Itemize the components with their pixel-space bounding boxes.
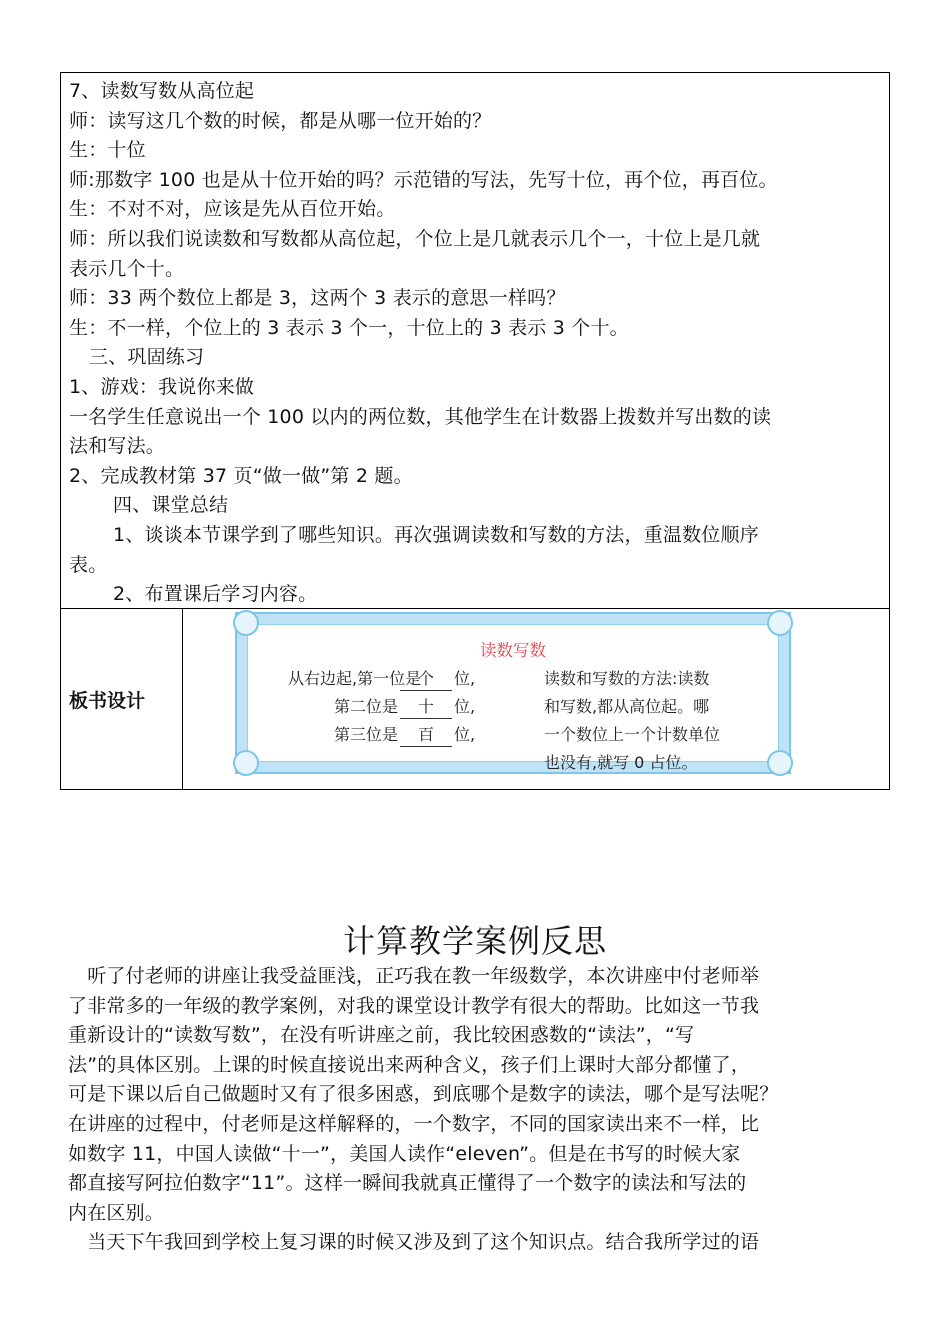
place-value-line: [288, 721, 475, 749]
blackboard-image: [235, 612, 791, 774]
place-value-suffix: 位,: [454, 725, 476, 744]
corner-ornament: [233, 750, 259, 776]
reflection-line: 听了付老师的讲座让我受益匪浅，正巧我在教一年级数学，本次讲座中付老师举: [68, 965, 760, 987]
lesson-line: 2、布置课后学习内容。: [113, 583, 318, 606]
method-line: 和写数,都从高位起。哪: [544, 697, 710, 716]
fill-blank-answer: 个: [400, 668, 452, 691]
method-line: 也没有,就写 0 占位。: [544, 753, 698, 772]
reflection-body: [68, 962, 888, 1258]
fill-blank-answer: 十: [400, 696, 452, 719]
method-line: 读数和写数的方法:读数: [544, 669, 710, 688]
place-value-prefix: 第三位是: [333, 725, 398, 744]
reflection-line: 在讲座的过程中，付老师是这样解释的，一个数字，不同的国家读出来不一样，比: [68, 1112, 760, 1135]
reflection-line: 重新设计的“读数写数”，在没有听讲座之前，我比较困惑数的“读法”，“写: [68, 1024, 695, 1047]
lesson-line: 三、巩固练习: [89, 346, 205, 369]
place-value-lines: [288, 665, 475, 749]
lesson-line: 师：33 两个数位上都是 3，这两个 3 表示的意思一样吗？: [69, 287, 566, 310]
lesson-line: 一名学生任意说出一个 100 以内的两位数，其他学生在计数器上拨数并写出数的读: [69, 405, 772, 428]
reflection-line: 法”的具体区别。上课的时候直接说出来两种含义，孩子们上课时大部分都懂了，: [68, 1053, 751, 1076]
reflection-line: 当天下午我回到学校上复习课的时候又涉及到了这个知识点。结合我所学过的语: [68, 1231, 760, 1254]
reflection-line: 都直接写阿拉伯数字“11”。这样一瞬间我就真正懂得了一个数字的读法和写法的: [68, 1172, 747, 1195]
read-write-method: [544, 665, 720, 777]
reflection-line: 了非常多的一年级的教学案例，对我的课堂设计教学有很大的帮助。比如这一节我: [68, 994, 760, 1017]
lesson-line: 生：不对不对，应该是先从百位开始。: [69, 198, 396, 221]
fill-blank-answer: 百: [400, 724, 452, 747]
place-value-prefix: 从右边起,第一位是: [288, 669, 422, 688]
lesson-line: 四、课堂总结: [113, 494, 229, 517]
place-value-suffix: 位,: [454, 697, 476, 716]
lesson-line: 1、游戏：我说你来做: [69, 375, 255, 398]
lesson-line: 师：读写这几个数的时候，都是从哪一位开始的？: [69, 109, 492, 132]
lesson-line: 7、读数写数从高位起: [69, 80, 255, 102]
lesson-plan-table: [60, 72, 890, 790]
lesson-line: 生：十位: [69, 139, 146, 162]
corner-ornament: [767, 750, 793, 776]
place-value-prefix: 第二位是: [333, 697, 398, 716]
blackboard-title: 读数写数: [480, 641, 546, 660]
lesson-line: 生：不一样，个位上的 3 表示 3 个一，十位上的 3 表示 3 个十。: [69, 316, 629, 339]
lesson-line: 2、完成教材第 37 页“做一做”第 2 题。: [69, 464, 413, 487]
reflection-line: 内在区别。: [68, 1201, 165, 1224]
board-design-cell: [183, 609, 889, 789]
lesson-line: 师:那数字 100 也是从十位开始的吗？示范错的写法，先写十位，再个位，再百位。: [69, 168, 778, 191]
lesson-line: 表示几个十。: [69, 257, 185, 280]
place-value-line: [288, 693, 475, 721]
reflection-line: 可是下课以后自己做题时又有了很多困惑，到底哪个是数字的读法，哪个是写法呢？: [68, 1083, 779, 1106]
corner-ornament: [767, 610, 793, 636]
blackboard-inner: [247, 624, 779, 772]
lesson-line: 表。: [69, 553, 108, 576]
method-line: 一个数位上一个计数单位: [544, 725, 721, 744]
place-value-suffix: 位,: [454, 669, 476, 688]
reflection-title: 计算教学案例反思: [342, 922, 607, 960]
lesson-line: 1、谈谈本节课学到了哪些知识。再次强调读数和写数的方法，重温数位顺序: [113, 523, 759, 546]
reflection-line: 如数字 11，中国人读做“十一”，美国人读作“eleven”。但是在书写的时候大家: [68, 1142, 741, 1165]
lesson-line: 法和写法。: [69, 435, 166, 458]
board-design-row: [61, 609, 889, 789]
board-design-label: 板书设计: [61, 609, 183, 789]
lesson-process-cell: [61, 73, 889, 609]
place-value-line: [288, 665, 475, 693]
lesson-line: 师：所以我们说读数和写数都从高位起，个位上是几就表示几个一，十位上是几就: [69, 227, 761, 250]
corner-ornament: [233, 610, 259, 636]
